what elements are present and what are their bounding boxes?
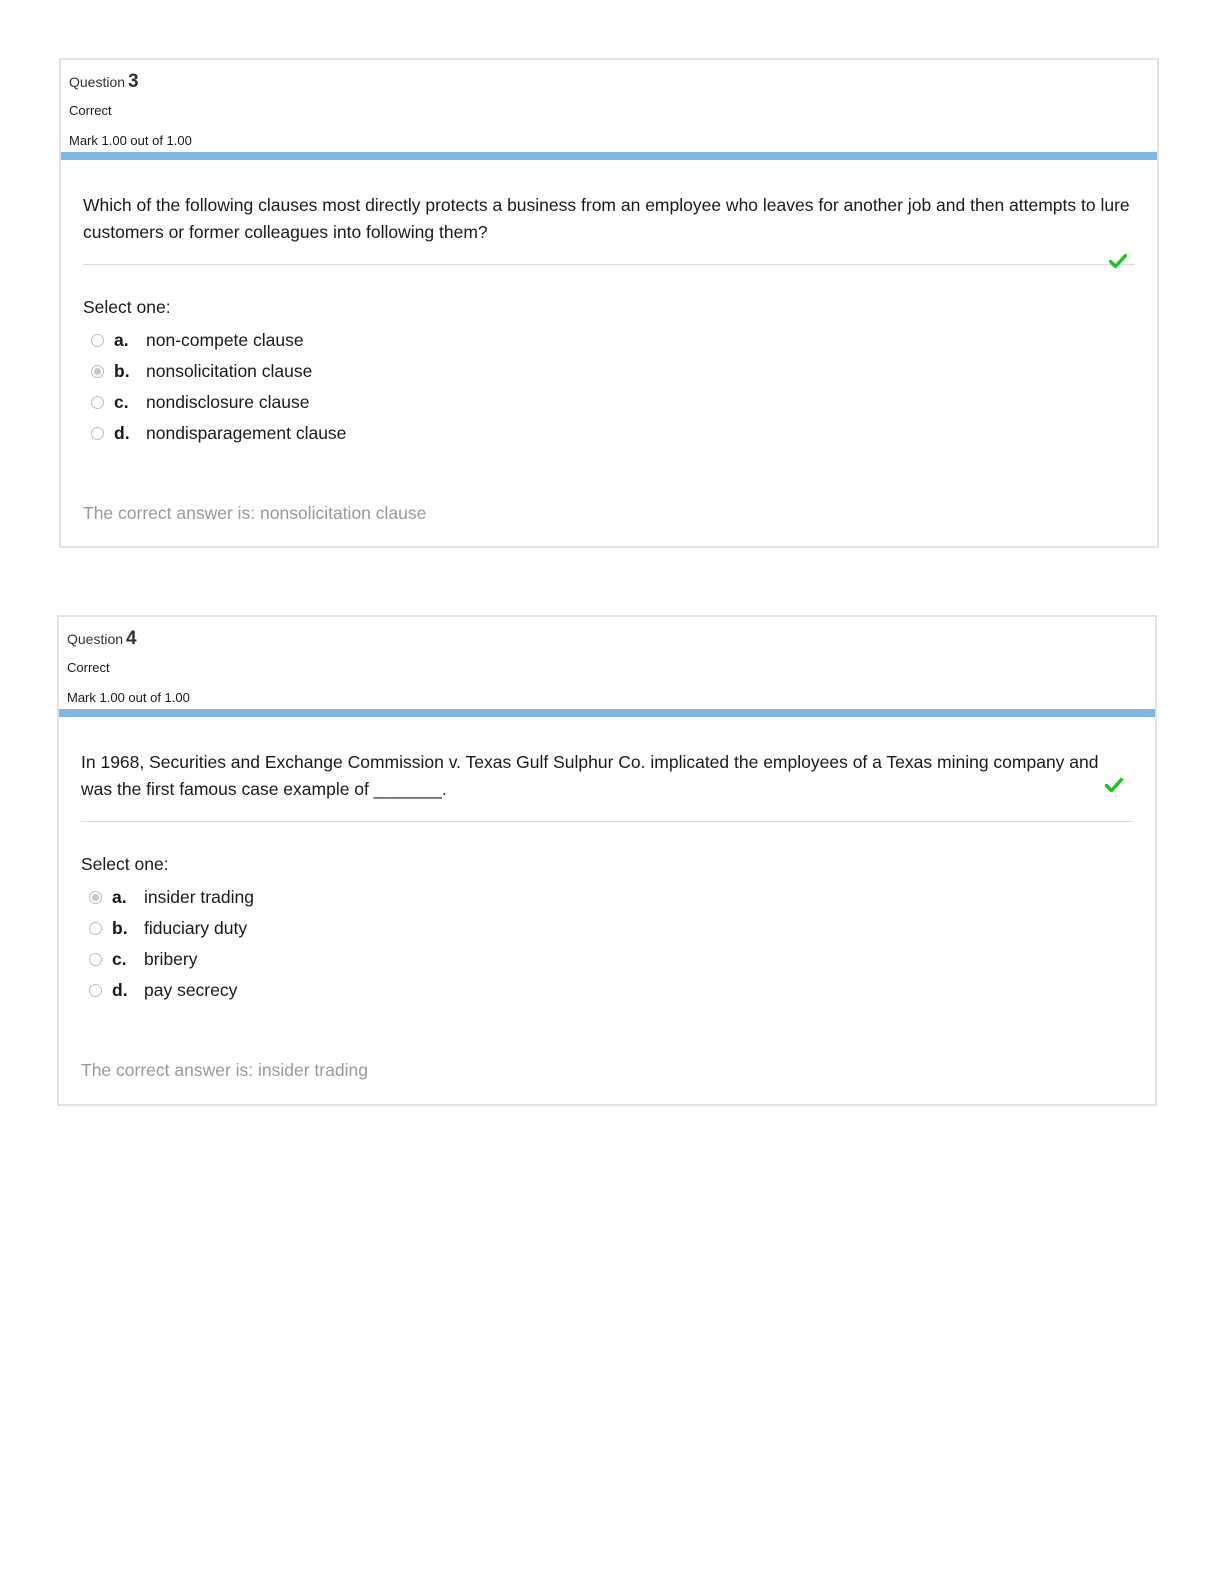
question-label: Question	[69, 74, 126, 90]
radio-button[interactable]	[91, 334, 104, 347]
option-text: nondisclosure clause	[146, 392, 310, 412]
option-text: bribery	[144, 949, 198, 969]
question-3-card	[59, 58, 1159, 548]
option-b[interactable]	[89, 913, 1133, 944]
select-prompt: Select one:	[83, 297, 171, 317]
option-letter: a.	[112, 887, 127, 907]
option-a[interactable]	[91, 325, 1135, 356]
question-state: Correct	[69, 103, 112, 118]
check-icon	[1109, 253, 1127, 269]
option-letter: b.	[112, 918, 128, 938]
radio-button[interactable]	[89, 984, 102, 997]
option-c[interactable]	[91, 387, 1135, 418]
right-answer-feedback: The correct answer is: insider trading	[81, 1060, 368, 1080]
right-answer-feedback: The correct answer is: nonsolicitation clause	[83, 503, 427, 523]
question-text: In 1968, Securities and Exchange Commission v. Texas Gulf Sulphur Co. implicated the employees of a Texas mining company and was the first famous case example of _______.	[81, 749, 1133, 822]
radio-button[interactable]	[91, 427, 104, 440]
question-num: 3	[128, 71, 139, 92]
radio-button[interactable]	[89, 891, 102, 904]
option-a[interactable]	[89, 882, 1133, 913]
option-text: fiduciary duty	[144, 918, 248, 938]
select-prompt: Select one:	[81, 854, 169, 874]
option-b[interactable]	[91, 356, 1135, 387]
question-label: Question	[67, 631, 124, 647]
question-number	[69, 72, 1157, 92]
option-text: non-compete clause	[146, 330, 304, 350]
question-grade: Mark 1.00 out of 1.00	[67, 690, 190, 705]
radio-button[interactable]	[91, 365, 104, 378]
option-letter: a.	[114, 330, 129, 350]
question-content	[59, 717, 1155, 1082]
option-letter: d.	[114, 423, 130, 443]
option-letter: b.	[114, 361, 130, 381]
option-text: nondisparagement clause	[146, 423, 347, 443]
radio-button[interactable]	[89, 953, 102, 966]
question-info	[59, 617, 1155, 717]
option-letter: d.	[112, 980, 128, 1000]
radio-button[interactable]	[89, 922, 102, 935]
question-num: 4	[126, 628, 137, 649]
check-icon	[1105, 777, 1123, 793]
option-c[interactable]	[89, 944, 1133, 975]
question-grade: Mark 1.00 out of 1.00	[69, 133, 192, 148]
option-text: insider trading	[144, 887, 254, 907]
question-info	[61, 60, 1157, 160]
option-text: nonsolicitation clause	[146, 361, 313, 381]
option-letter: c.	[112, 949, 127, 969]
option-letter: c.	[114, 392, 129, 412]
question-text: Which of the following clauses most directly protects a business from an employee who leaves for another job and then attempts to lure customers or former colleagues into following them?	[83, 192, 1135, 265]
answer-options	[83, 325, 1135, 449]
question-4-card	[57, 615, 1157, 1106]
question-state: Correct	[67, 660, 110, 675]
option-d[interactable]	[89, 975, 1133, 1006]
option-text: pay secrecy	[144, 980, 238, 1000]
option-d[interactable]	[91, 418, 1135, 449]
question-number	[67, 629, 1155, 649]
answer-options	[81, 882, 1133, 1006]
radio-button[interactable]	[91, 396, 104, 409]
question-content	[61, 160, 1157, 525]
